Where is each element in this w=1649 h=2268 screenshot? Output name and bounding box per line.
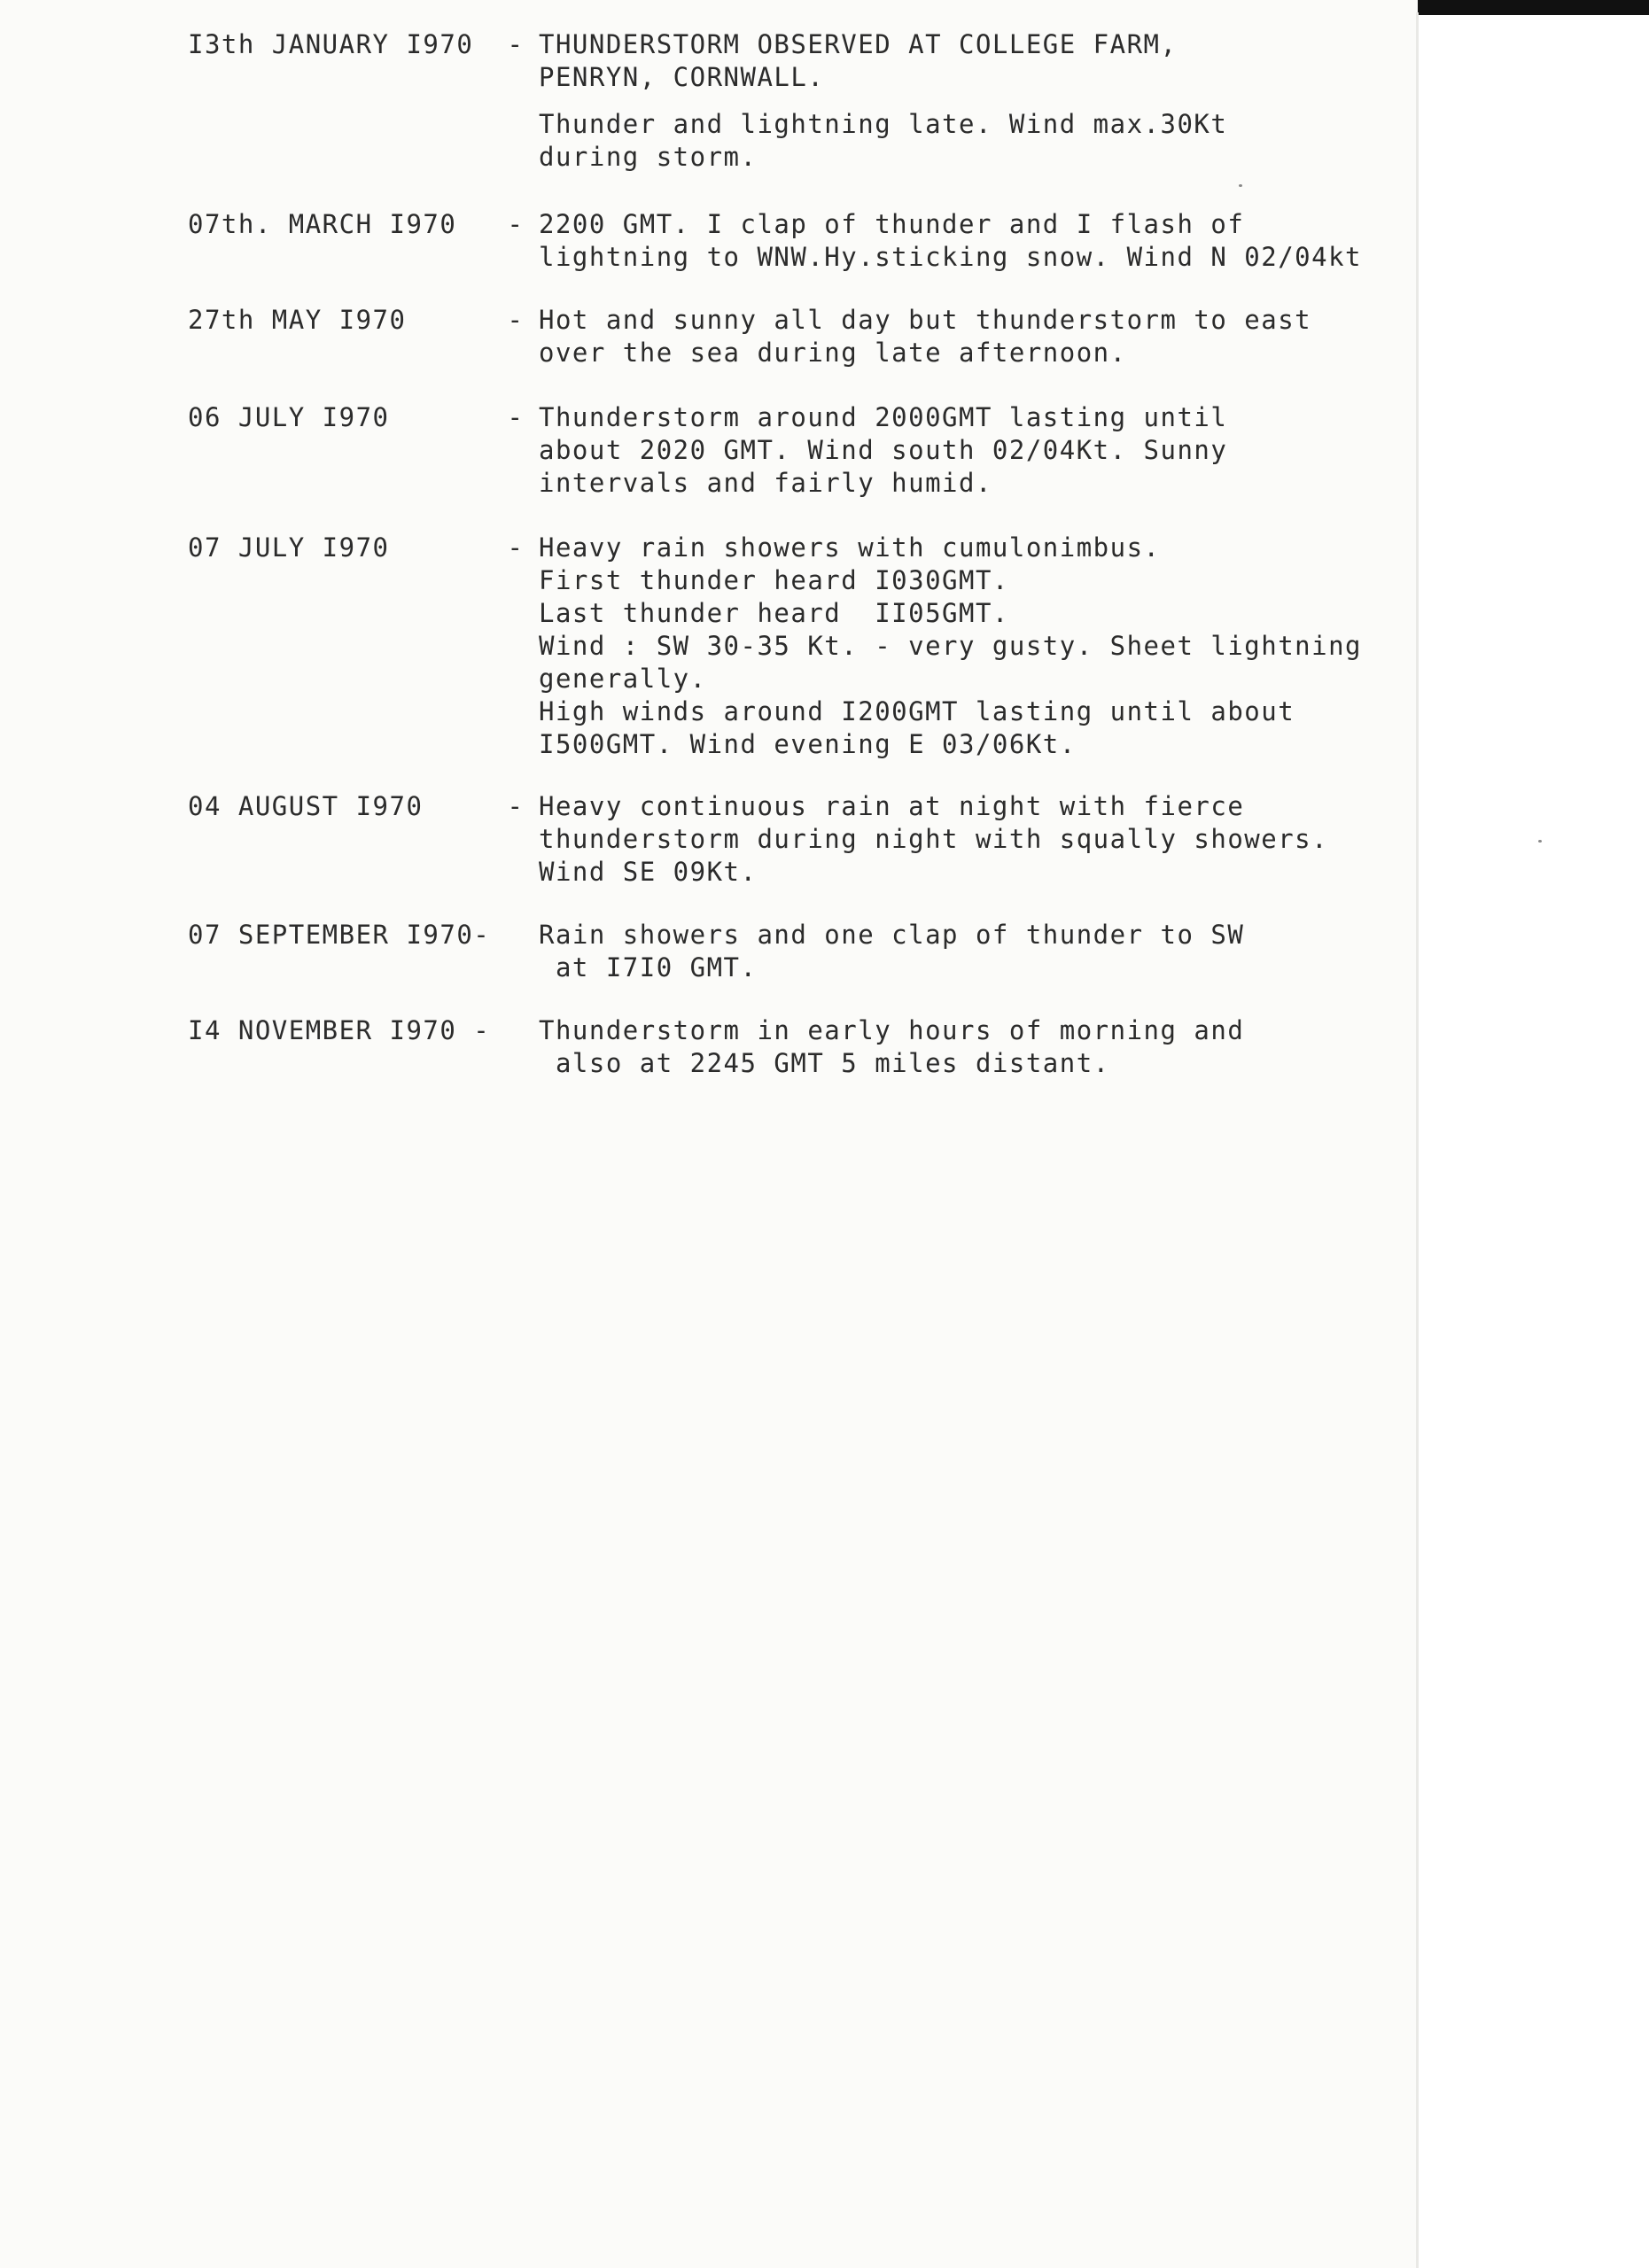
entry-line: Heavy continuous rain at night with fierce bbox=[539, 791, 1245, 821]
entry-text bbox=[539, 1014, 1244, 1080]
entry-line: 2200 GMT. I clap of thunder and I flash of bbox=[539, 209, 1245, 239]
entry-line: I500GMT. Wind evening E 03/06Kt. bbox=[539, 729, 1077, 759]
scan-border bbox=[1402, 0, 1649, 15]
entry-text bbox=[539, 532, 1362, 761]
entry-line: Hot and sunny all day but thunderstorm to east bbox=[539, 305, 1312, 335]
entry-date: I4 NOVEMBER I970 - bbox=[188, 1015, 491, 1045]
entry-dash: - bbox=[507, 402, 525, 432]
entry-line: over the sea during late afternoon. bbox=[539, 338, 1127, 368]
entry-text bbox=[539, 401, 1227, 500]
paragraph-gap bbox=[539, 94, 1227, 108]
page-edge bbox=[1416, 12, 1419, 2268]
entry-text bbox=[539, 304, 1311, 369]
entry-line: thunderstorm during night with squally showers. bbox=[539, 824, 1329, 854]
entry-text bbox=[539, 28, 1227, 174]
entry-line: First thunder heard I030GMT. bbox=[539, 565, 1009, 595]
entry-line: generally. bbox=[539, 664, 707, 694]
entry-line: also at 2245 GMT 5 miles distant. bbox=[539, 1048, 1110, 1078]
scan-speck bbox=[1538, 840, 1542, 843]
entry-text bbox=[539, 790, 1328, 889]
entry-line: intervals and fairly humid. bbox=[539, 468, 992, 498]
entry-dash: - bbox=[507, 29, 525, 59]
entry-date: 07th. MARCH I970 bbox=[188, 209, 457, 239]
entry-date: 07 JULY I970 bbox=[188, 532, 390, 563]
entry-text bbox=[539, 208, 1362, 274]
entry-line: PENRYN, CORNWALL. bbox=[539, 62, 825, 92]
entry-line: Thunderstorm around 2000GMT lasting until bbox=[539, 402, 1228, 432]
scan-speck bbox=[1239, 184, 1242, 187]
entry-dash: - bbox=[507, 305, 525, 335]
entry-line: Wind SE 09Kt. bbox=[539, 857, 758, 887]
entry-line: High winds around I200GMT lasting until about bbox=[539, 696, 1295, 726]
entry-line: lightning to WNW.Hy.sticking snow. Wind N 02/04kt bbox=[539, 242, 1363, 272]
entry-line: about 2020 GMT. Wind south 02/04Kt. Sunny bbox=[539, 435, 1228, 465]
entry-line: THUNDERSTORM OBSERVED AT COLLEGE FARM, bbox=[539, 29, 1178, 59]
entry-date: 27th MAY I970 bbox=[188, 305, 407, 335]
entry-text bbox=[539, 919, 1244, 984]
entry-line: during storm. bbox=[539, 142, 758, 172]
entry-date: 06 JULY I970 bbox=[188, 402, 390, 432]
entry-line: Thunder and lightning late. Wind max.30Kt bbox=[539, 109, 1228, 139]
entry-date: I3th JANUARY I970 bbox=[188, 29, 474, 59]
entry-date: 04 AUGUST I970 bbox=[188, 791, 424, 821]
entry-line: Wind : SW 30-35 Kt. - very gusty. Sheet lightning bbox=[539, 631, 1363, 661]
entry-dash: - bbox=[507, 791, 525, 821]
entry-dash: - bbox=[507, 532, 525, 563]
entry-date: 07 SEPTEMBER I970- bbox=[188, 920, 491, 950]
entry-line: at I7I0 GMT. bbox=[539, 952, 758, 983]
entry-dash: - bbox=[507, 209, 525, 239]
entry-line: Heavy rain showers with cumulonimbus. bbox=[539, 532, 1161, 563]
entry-line: Last thunder heard II05GMT. bbox=[539, 598, 1009, 628]
entry-line: Thunderstorm in early hours of morning and bbox=[539, 1015, 1245, 1045]
entry-line: Rain showers and one clap of thunder to SW bbox=[539, 920, 1245, 950]
